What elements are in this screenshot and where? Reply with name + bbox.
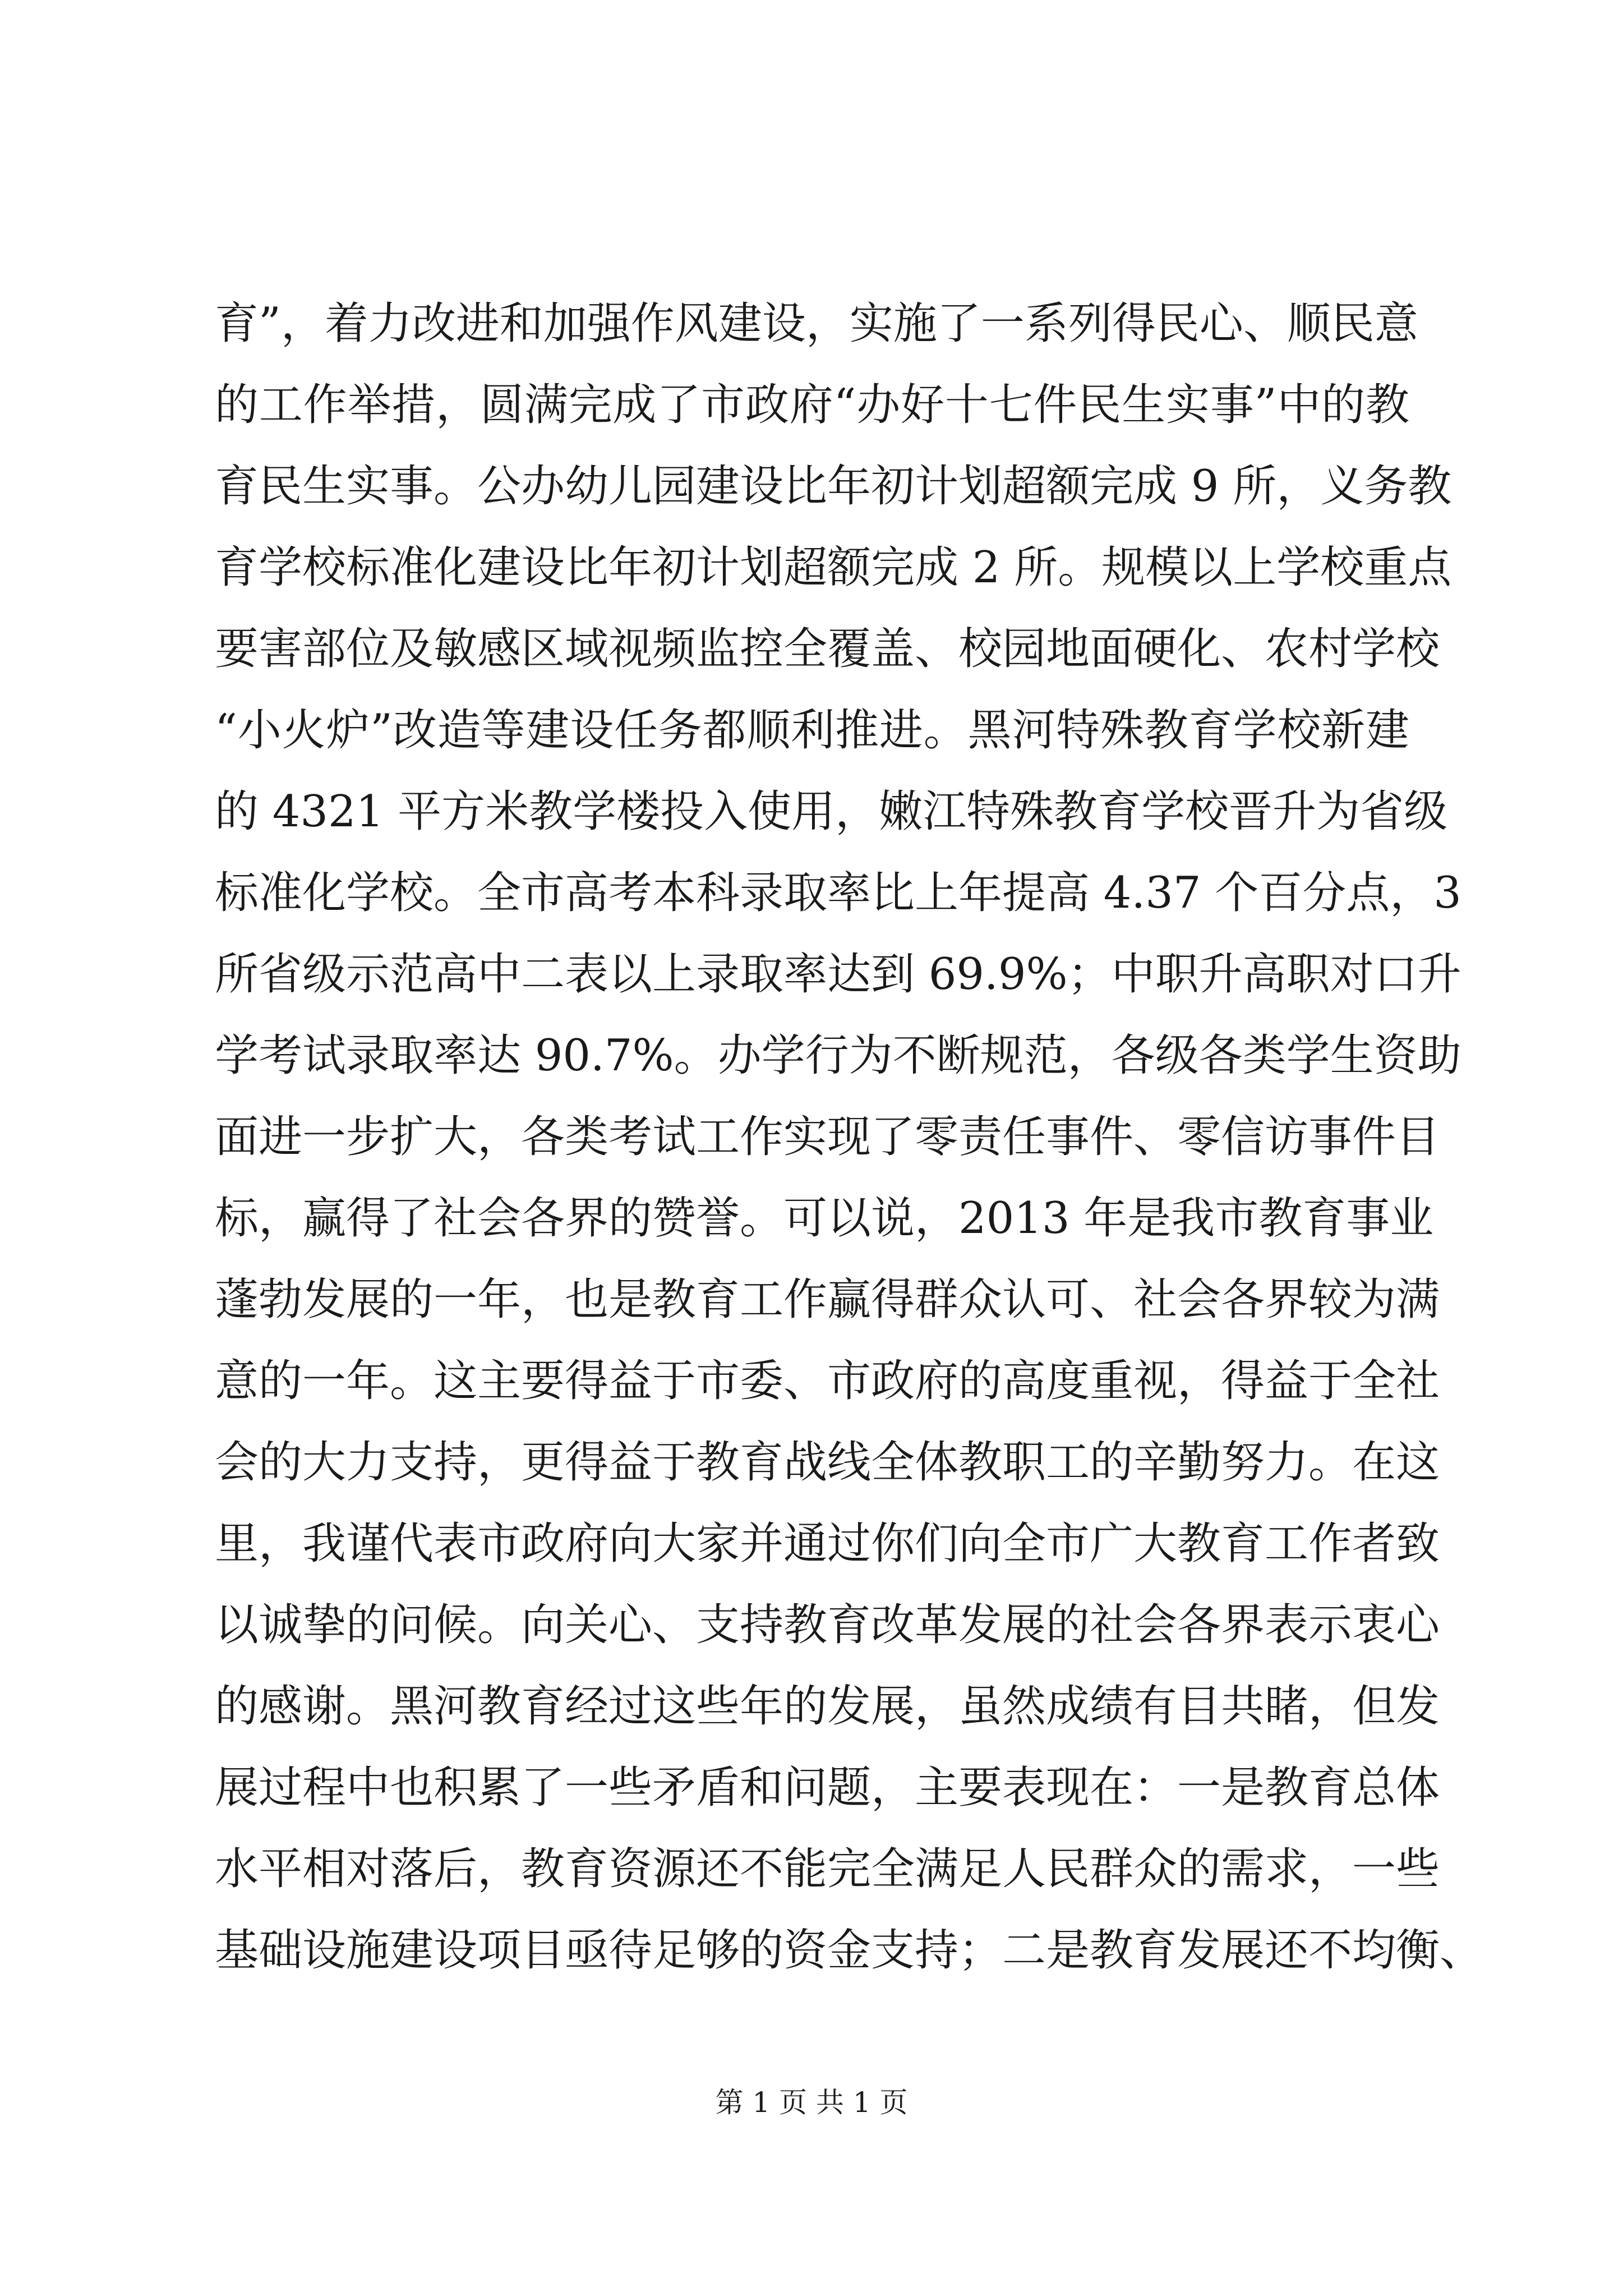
page-footer: 第 1 页 共 1 页	[715, 2086, 908, 2119]
text-line: 要害部位及敏感区域视频监控全覆盖、校园地面硬化、农村学校	[215, 624, 1440, 674]
text-line: 面进一步扩大，各类考试工作实现了零责任事件、零信访事件目	[215, 1112, 1440, 1162]
text-line: 水平相对落后，教育资源还不能完全满足人民群众的需求，一些	[215, 1844, 1440, 1894]
text-line: 的工作举措，圆满完成了市政府“办好十七件民生实事”中的教	[215, 380, 1409, 430]
text-line: 以诚挚的问候。向关心、支持教育改革发展的社会各界表示衷心	[215, 1600, 1440, 1650]
text-line: 蓬勃发展的一年，也是教育工作赢得群众认可、社会各界较为满	[215, 1274, 1440, 1325]
text-line: 标，赢得了社会各界的赞誉。可以说，2013 年是我市教育事业	[215, 1193, 1434, 1244]
text-line: 意的一年。这主要得益于市委、市政府的高度重视，得益于全社	[215, 1356, 1440, 1406]
text-line: 标准化学校。全市高考本科录取率比上年提高 4.37 个百分点，3	[215, 868, 1461, 918]
text-line: 育民生实事。公办幼儿园建设比年初计划超额完成 9 所，义务教	[215, 461, 1452, 512]
text-line: 育”，着力改进和加强作风建设，实施了一系列得民心、顺民意	[215, 298, 1418, 349]
text-line: 会的大力支持，更得益于教育战线全体教职工的辛勤努力。在这	[215, 1437, 1440, 1488]
text-line: 育学校标准化建设比年初计划超额完成 2 所。规模以上学校重点	[215, 542, 1452, 593]
text-line: 基础设施建设项目亟待足够的资金支持；二是教育发展还不均衡、	[215, 1925, 1484, 1976]
body-paragraph	[215, 283, 1484, 1991]
text-line: 所省级示范高中二表以上录取率达到 69.9%；中职升高职对口升	[215, 949, 1461, 1000]
text-line: 展过程中也积累了一些矛盾和问题，主要表现在：一是教育总体	[215, 1763, 1440, 1813]
text-line: 里，我谨代表市政府向大家并通过你们向全市广大教育工作者致	[215, 1519, 1440, 1569]
text-line: “小火炉”改造等建设任务都顺利推进。黑河特殊教育学校新建	[215, 705, 1409, 756]
text-line: 的 4321 平方米教学楼投入使用，嫩江特殊教育学校晋升为省级	[215, 786, 1448, 837]
text-line: 学考试录取率达 90.7%。办学行为不断规范，各级各类学生资助	[215, 1030, 1461, 1081]
text-line: 的感谢。黑河教育经过这些年的发展，虽然成绩有目共睹，但发	[215, 1681, 1440, 1732]
